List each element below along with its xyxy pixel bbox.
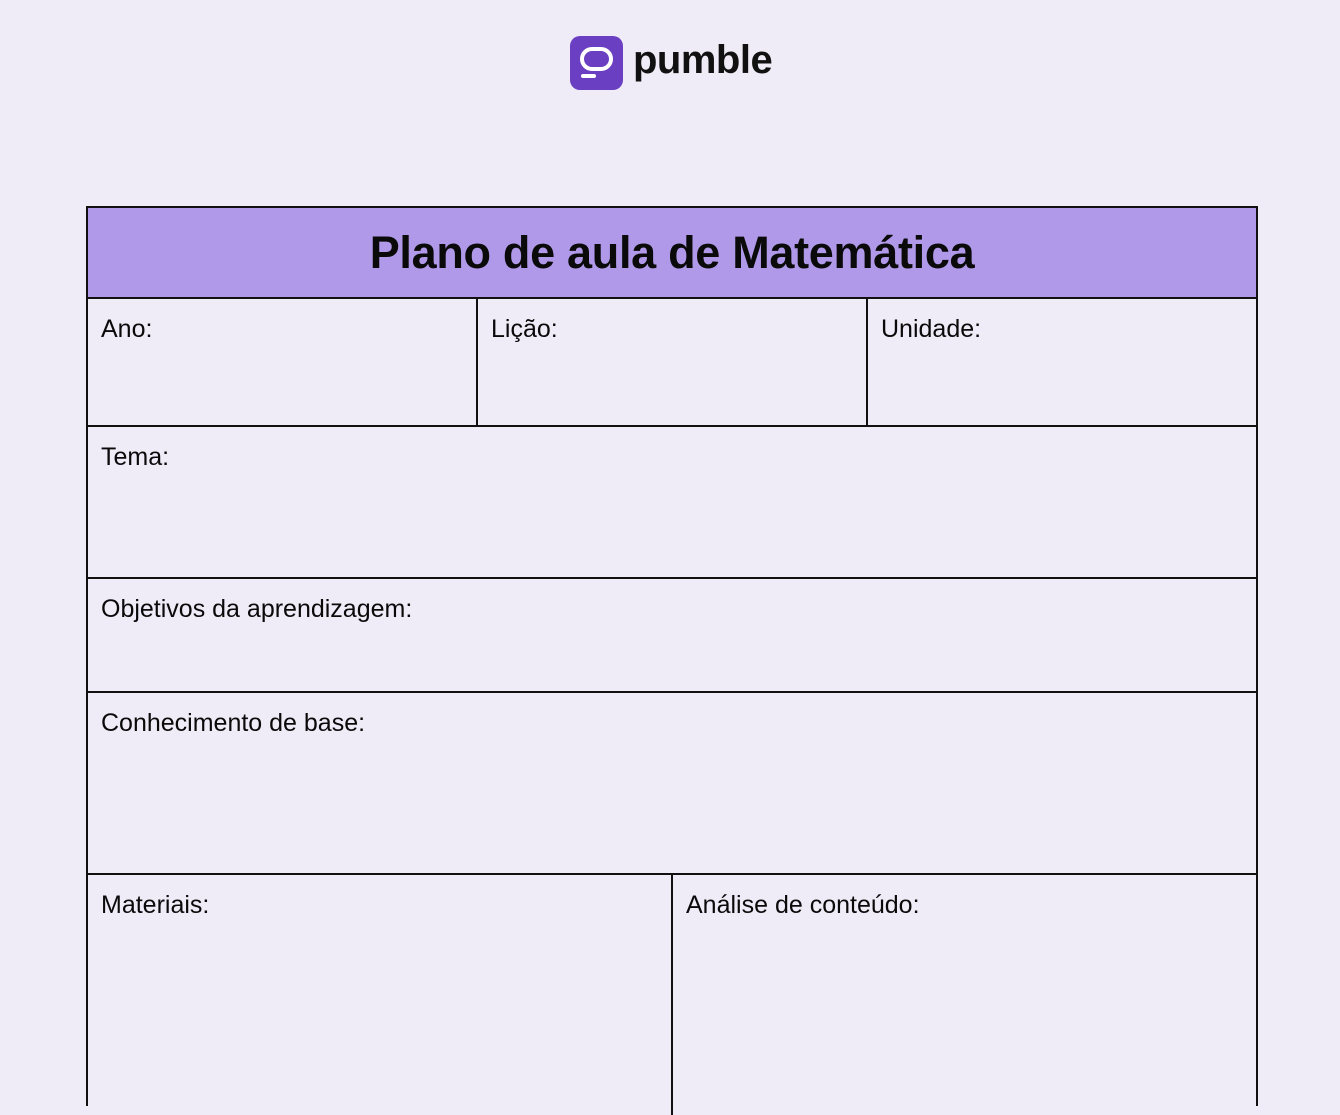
- field-ano-label: Ano:: [101, 315, 153, 343]
- column-divider: [671, 875, 673, 1115]
- brand-name: pumble: [633, 38, 773, 82]
- field-ano[interactable]: [88, 299, 477, 427]
- field-materiais[interactable]: [88, 875, 672, 1115]
- form-title: Plano de aula de Matemática: [369, 226, 975, 278]
- pumble-logo-icon: [570, 36, 623, 90]
- lesson-plan-form: [86, 206, 1258, 1106]
- field-licao-label: Lição:: [491, 315, 558, 343]
- field-objetivos[interactable]: [88, 579, 1256, 693]
- field-unidade[interactable]: [868, 299, 1256, 427]
- brand-logo: [570, 36, 772, 90]
- field-materiais-label: Materiais:: [101, 891, 210, 919]
- field-objetivos-label: Objetivos da aprendizagem:: [101, 595, 413, 623]
- field-conhecimento[interactable]: [88, 693, 1256, 875]
- field-licao[interactable]: [478, 299, 867, 427]
- field-unidade-label: Unidade:: [881, 315, 982, 343]
- field-analise-label: Análise de conteúdo:: [686, 891, 920, 919]
- field-conhecimento-label: Conhecimento de base:: [101, 709, 366, 737]
- form-header: [88, 208, 1256, 299]
- column-divider: [866, 299, 868, 427]
- field-analise[interactable]: [673, 875, 1256, 1115]
- column-divider: [476, 299, 478, 427]
- field-tema[interactable]: [88, 427, 1256, 579]
- field-tema-label: Tema:: [101, 443, 170, 471]
